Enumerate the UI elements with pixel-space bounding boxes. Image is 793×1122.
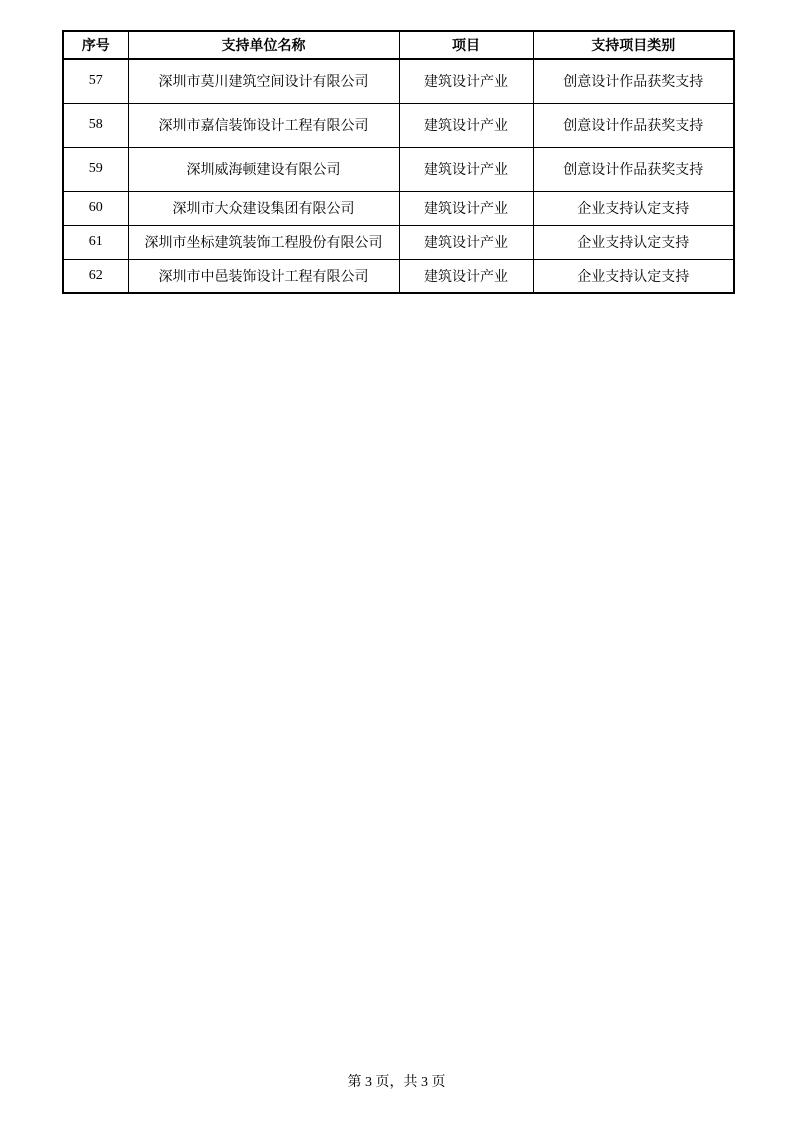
cell-category: 创意设计作品获奖支持 (533, 103, 734, 147)
cell-project: 建筑设计产业 (399, 103, 533, 147)
cell-seq: 61 (63, 225, 128, 259)
cell-seq: 57 (63, 59, 128, 103)
table-row (63, 59, 734, 103)
cell-project: 建筑设计产业 (399, 147, 533, 191)
cell-category: 创意设计作品获奖支持 (533, 59, 734, 103)
cell-project: 建筑设计产业 (399, 191, 533, 225)
cell-unit-name: 深圳市嘉信装饰设计工程有限公司 (128, 103, 399, 147)
header-category: 支持项目类别 (533, 31, 734, 59)
cell-category: 企业支持认定支持 (533, 259, 734, 293)
page-number-footer: 第 3 页，共 3 页 (347, 1075, 446, 1090)
cell-unit-name: 深圳威海顿建设有限公司 (128, 147, 399, 191)
header-row (63, 31, 734, 59)
cell-project: 建筑设计产业 (399, 59, 533, 103)
table-row (63, 259, 734, 293)
table-row (63, 191, 734, 225)
table-row (63, 225, 734, 259)
table-row (63, 103, 734, 147)
cell-unit-name: 深圳市莫川建筑空间设计有限公司 (128, 59, 399, 103)
cell-seq: 62 (63, 259, 128, 293)
cell-category: 企业支持认定支持 (533, 225, 734, 259)
cell-seq: 60 (63, 191, 128, 225)
support-units-table (62, 30, 735, 294)
support-units-table-wrap (62, 30, 735, 294)
header-unit-name: 支持单位名称 (128, 31, 399, 59)
cell-category: 企业支持认定支持 (533, 191, 734, 225)
header-seq: 序号 (63, 31, 128, 59)
cell-unit-name: 深圳市大众建设集团有限公司 (128, 191, 399, 225)
cell-seq: 58 (63, 103, 128, 147)
cell-project: 建筑设计产业 (399, 225, 533, 259)
header-project: 项目 (399, 31, 533, 59)
cell-seq: 59 (63, 147, 128, 191)
cell-unit-name: 深圳市中邑装饰设计工程有限公司 (128, 259, 399, 293)
table-row (63, 147, 734, 191)
cell-category: 创意设计作品获奖支持 (533, 147, 734, 191)
cell-unit-name: 深圳市坐标建筑装饰工程股份有限公司 (128, 225, 399, 259)
cell-project: 建筑设计产业 (399, 259, 533, 293)
